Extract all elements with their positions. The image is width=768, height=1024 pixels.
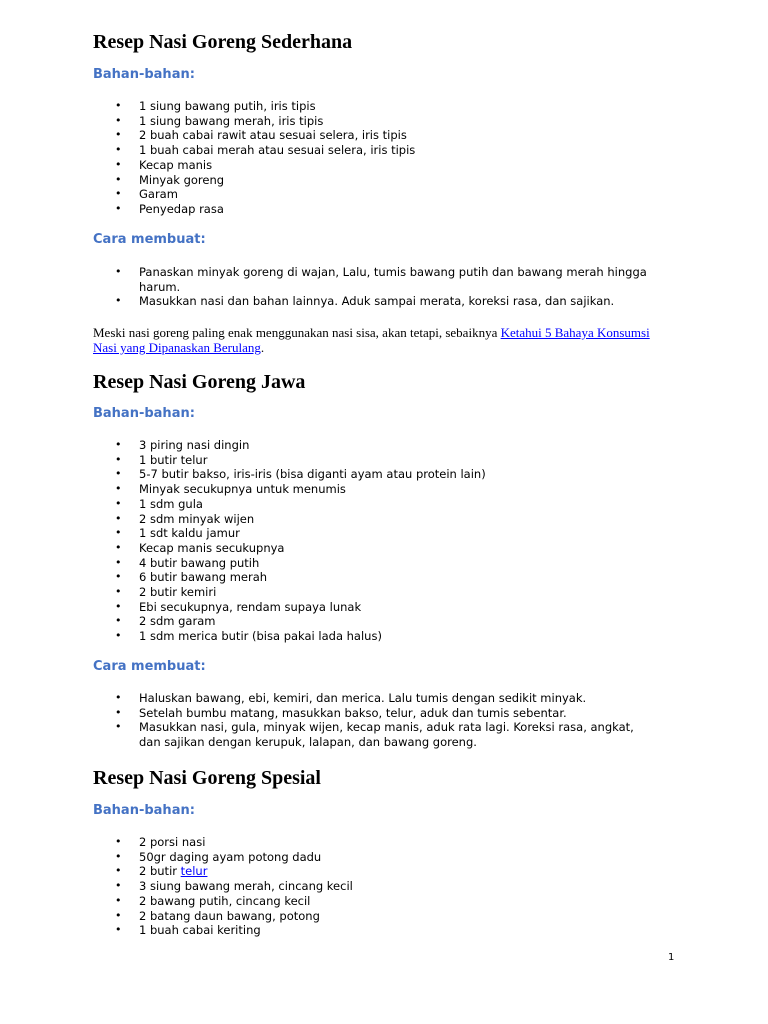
list-item: • Garam: [93, 187, 653, 202]
list-item: • Haluskan bawang, ebi, kemiri, dan merica. Lalu tumis dengan sedikit minyak.: [93, 691, 653, 706]
steps-heading-jawa: Cara membuat:: [93, 659, 206, 674]
list-item: • 1 sdt kaldu jamur: [93, 526, 653, 541]
steps-list-jawa: [93, 691, 653, 750]
list-item: • Ebi secukupnya, rendam supaya lunak: [93, 600, 653, 615]
note-text: Meski nasi goreng paling enak menggunakan nasi sisa, akan tetapi, sebaiknya: [93, 325, 501, 340]
list-item: • 2 buah cabai rawit atau sesuai selera, iris tipis: [93, 128, 653, 143]
ingredients-heading-sederhana: Bahan-bahan:: [93, 67, 195, 82]
list-item: • 3 piring nasi dingin: [93, 438, 653, 453]
list-item: • 50gr daging ayam potong dadu: [93, 850, 653, 865]
list-item: • 1 sdm merica butir (bisa pakai lada halus): [93, 629, 653, 644]
list-item: • Masukkan nasi, gula, minyak wijen, kecap manis, aduk rata lagi. Koreksi rasa, angkat, dan sajikan dengan kerupuk, lalapan, dan bawang goreng.: [93, 720, 653, 749]
egg-prefix: 2 butir: [139, 864, 181, 879]
list-item: • 1 sdm gula: [93, 497, 653, 512]
ingredients-heading-spesial: Bahan-bahan:: [93, 803, 195, 818]
list-item: • 3 siung bawang merah, cincang kecil: [93, 879, 653, 894]
list-item: • 2 batang daun bawang, potong: [93, 909, 653, 924]
list-item: • 5-7 butir bakso, iris-iris (bisa diganti ayam atau protein lain): [93, 467, 653, 482]
list-item: • 2 sdm minyak wijen: [93, 512, 653, 527]
list-item: • 2 porsi nasi: [93, 835, 653, 850]
list-item: • Kecap manis secukupnya: [93, 541, 653, 556]
page-number: 1: [668, 952, 675, 963]
steps-heading-sederhana: Cara membuat:: [93, 232, 206, 247]
ingredients-list-spesial: [93, 835, 653, 938]
section-title-jawa: Resep Nasi Goreng Jawa: [93, 371, 306, 393]
list-item: • 1 buah cabai keriting: [93, 923, 653, 938]
note-paragraph: [93, 325, 653, 355]
list-item: • 1 siung bawang merah, iris tipis: [93, 114, 653, 129]
list-item: • Minyak secukupnya untuk menumis: [93, 482, 653, 497]
list-item: • 1 siung bawang putih, iris tipis: [93, 99, 653, 114]
list-item: • 1 butir telur: [93, 453, 653, 468]
list-item: • Penyedap rasa: [93, 202, 653, 217]
list-item: • Panaskan minyak goreng di wajan, Lalu, tumis bawang putih dan bawang merah hingga harum.: [93, 265, 653, 294]
list-item: • 4 butir bawang putih: [93, 556, 653, 571]
egg-link[interactable]: telur: [180, 864, 208, 879]
list-item: • 2 butir kemiri: [93, 585, 653, 600]
section-title-sederhana: Resep Nasi Goreng Sederhana: [93, 31, 353, 53]
note-end: .: [260, 340, 265, 355]
section-title-spesial: Resep Nasi Goreng Spesial: [93, 767, 321, 789]
list-item: • 6 butir bawang merah: [93, 570, 653, 585]
steps-list-sederhana: [93, 265, 653, 309]
list-item: • Minyak goreng: [93, 173, 653, 188]
list-item: • 2 bawang putih, cincang kecil: [93, 894, 653, 909]
list-item: • 2 sdm garam: [93, 614, 653, 629]
ingredients-list-jawa: [93, 438, 653, 644]
list-item: • Masukkan nasi dan bahan lainnya. Aduk sampai merata, koreksi rasa, dan sajikan.: [93, 294, 653, 309]
ingredients-heading-jawa: Bahan-bahan:: [93, 406, 195, 421]
list-item: [93, 864, 653, 879]
list-item: • Kecap manis: [93, 158, 653, 173]
list-item: • Setelah bumbu matang, masukkan bakso, telur, aduk dan tumis sebentar.: [93, 706, 653, 721]
article-link[interactable]: Ketahui 5 Bahaya Konsumsi Nasi yang Dipanaskan Berulang: [93, 325, 650, 355]
ingredients-list-sederhana: [93, 99, 653, 217]
list-item: • 1 buah cabai merah atau sesuai selera, iris tipis: [93, 143, 653, 158]
